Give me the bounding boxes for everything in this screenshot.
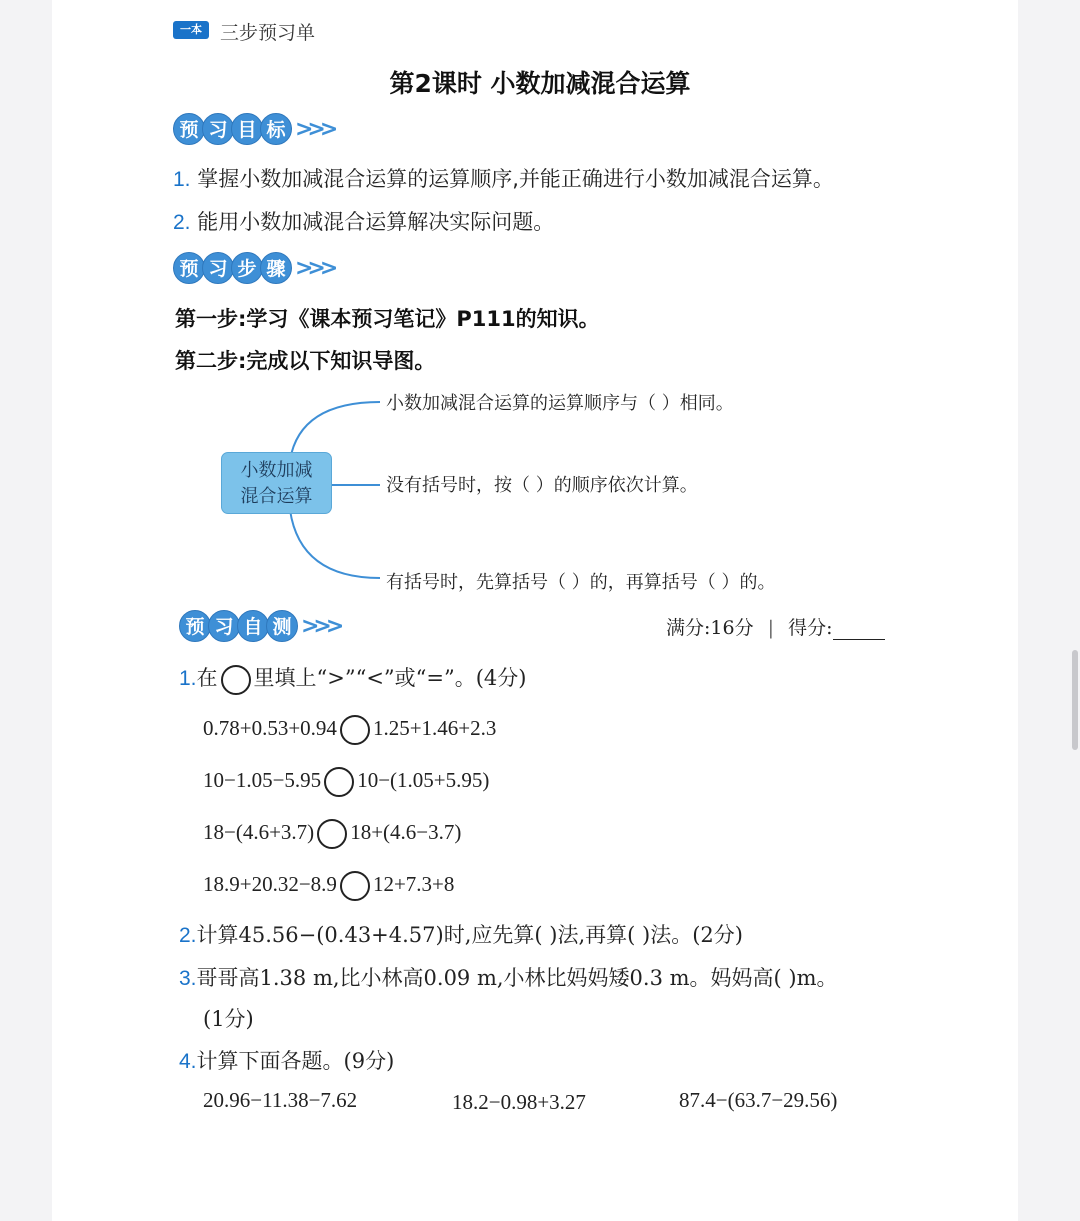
- calc-expression: 87.4−(63.7−29.56): [679, 1088, 838, 1112]
- compare-row: [203, 767, 489, 797]
- publisher-logo: 一本: [173, 21, 209, 39]
- question-4: [179, 1045, 394, 1075]
- badge-char: 自: [237, 610, 269, 642]
- full-score: 满分:16分: [666, 617, 754, 639]
- badge-char: 习: [202, 252, 234, 284]
- compare-blank-circle[interactable]: [324, 767, 354, 797]
- scrollbar[interactable]: [1072, 650, 1078, 750]
- badge-char: 测: [266, 610, 298, 642]
- badge-char: 步: [231, 252, 263, 284]
- compare-row: [203, 715, 496, 745]
- goals-badge: [173, 113, 332, 147]
- compare-blank-circle[interactable]: [340, 715, 370, 745]
- compare-circle: [221, 665, 251, 695]
- badge-char: 目: [231, 113, 263, 145]
- got-score-label: 得分:: [788, 617, 833, 639]
- mindmap-center-line2: 混合运算: [240, 486, 313, 507]
- goal-number: 2.: [173, 211, 191, 234]
- compare-right: 12+7.3+8: [372, 871, 455, 896]
- compare-blank-circle[interactable]: [317, 819, 347, 849]
- question-1: [179, 662, 526, 695]
- goal-item: [173, 163, 834, 193]
- compare-right: 10−(1.05+5.95): [357, 767, 490, 792]
- compare-left: 18.9+20.32−8.9: [203, 871, 337, 896]
- question-3: [179, 962, 838, 992]
- question-number: 3.: [179, 967, 197, 990]
- badge-char: 习: [208, 610, 240, 642]
- question-3-text: 哥哥高1.38 m,比小林高0.09 m,小林比妈妈矮0.3 m。妈妈高( )m。: [196, 966, 838, 990]
- goal-text: 能用小数加减混合运算解决实际问题。: [197, 210, 555, 234]
- question-4-text: 计算下面各题。(9分): [196, 1049, 395, 1073]
- compare-left: 0.78+0.53+0.94: [203, 715, 337, 740]
- compare-left: 10−1.05−5.95: [203, 767, 322, 792]
- chevrons-icon: >>>: [301, 613, 339, 639]
- compare-right: 1.25+1.46+2.3: [372, 715, 497, 740]
- mindmap-center-node: [221, 452, 332, 514]
- chevrons-icon: >>>: [295, 116, 333, 142]
- mindmap-branch-3: 有括号时，先算括号（ ）的，再算括号（ ）的。: [386, 572, 776, 593]
- question-number: 4.: [179, 1050, 197, 1073]
- header-label: 三步预习单: [220, 22, 316, 44]
- question-2-text: 计算45.56−(0.43+4.57)时,应先算( )法,再算( )法。(2分): [196, 923, 743, 947]
- mindmap-branch-1: 小数加减混合运算的运算顺序与（ ）相同。: [386, 393, 734, 414]
- question-number: 1.: [179, 667, 197, 690]
- page-title: 第2课时 小数加减混合运算: [389, 69, 691, 98]
- question-number: 2.: [179, 924, 197, 947]
- chevrons-icon: >>>: [295, 255, 333, 281]
- badge-char: 预: [173, 252, 205, 284]
- question-1-post: 里填上“>”“<”或“=”。(4分): [253, 666, 527, 690]
- compare-right: 18+(4.6−3.7): [350, 819, 462, 844]
- compare-blank-circle[interactable]: [340, 871, 370, 901]
- compare-row: [203, 871, 454, 901]
- steps-badge: [173, 252, 332, 286]
- step-2: 第二步:完成以下知识导图。: [175, 349, 436, 373]
- question-2: [179, 919, 743, 949]
- compare-left: 18−(4.6+3.7): [203, 819, 315, 844]
- badge-char: 预: [173, 113, 205, 145]
- mindmap-branch-2: 没有括号时，按（ ）的顺序依次计算。: [386, 475, 698, 496]
- score-line: [666, 613, 885, 640]
- goal-text: 掌握小数加减混合运算的运算顺序,并能正确进行小数加减混合运算。: [197, 167, 834, 191]
- badge-char: 骤: [260, 252, 292, 284]
- goal-number: 1.: [173, 168, 191, 191]
- goal-item: [173, 206, 554, 236]
- badge-char: 预: [179, 610, 211, 642]
- self-test-badge: [179, 610, 338, 644]
- badge-char: 标: [260, 113, 292, 145]
- step-1: 第一步:学习《课本预习笔记》P111的知识。: [175, 307, 600, 331]
- calc-expression: 18.2−0.98+3.27: [452, 1090, 586, 1114]
- score-separator: |: [767, 617, 775, 639]
- question-1-pre: 在: [196, 666, 218, 690]
- badge-char: 习: [202, 113, 234, 145]
- mindmap-center-line1: 小数加减: [240, 460, 313, 481]
- compare-row: [203, 819, 461, 849]
- question-3-points: (1分): [203, 1007, 254, 1031]
- score-blank[interactable]: [833, 621, 885, 640]
- calc-expression: 20.96−11.38−7.62: [203, 1088, 358, 1112]
